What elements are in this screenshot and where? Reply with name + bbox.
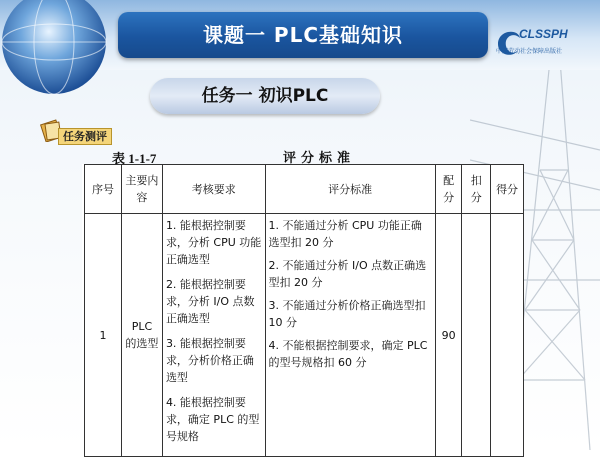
requirement-item: 2. 能根据控制要求，分析 I/O 点数正确选型 (165, 278, 255, 325)
scoring-table (84, 164, 524, 457)
row-deduct (462, 214, 491, 457)
criteria-item: 2. 不能通过分析 I/O 点数正确选型扣 20 分 (268, 259, 427, 289)
table-title: 评分标准 (283, 151, 356, 166)
row-earned (491, 214, 524, 457)
requirement-item: 1. 能根据控制要求，分析 CPU 功能正确选型 (165, 219, 262, 266)
requirement-item: 3. 能根据控制要求，分析价格正确选型 (165, 337, 254, 384)
header-cell: 序号 (85, 165, 122, 214)
header-cell: 考核要求 (162, 165, 265, 214)
row-criteria (265, 214, 435, 457)
section-badge: 任务测评 (58, 128, 112, 145)
page-title: 课题一 PLC基础知识 (202, 23, 404, 47)
row-number: 1 (85, 214, 122, 457)
publisher-name: 中国劳动社会保障出版社 (496, 48, 563, 55)
task-subtitle: 任务一 初识PLC (201, 86, 329, 106)
table-header-row (85, 165, 524, 214)
header-cell: 得分 (491, 165, 524, 214)
header-cell: 主要内容 (121, 165, 162, 214)
row-content: PLC 的选型 (121, 214, 162, 457)
requirement-item: 4. 能根据控制要求，确定 PLC 的型号规格 (165, 396, 260, 443)
header-cell: 扣分 (462, 165, 491, 214)
table-number: 表 1-1-7 (112, 151, 157, 166)
criteria-item: 3. 不能通过分析价格正确选型扣 10 分 (268, 299, 426, 329)
row-score: 90 (435, 214, 462, 457)
publisher-logo-text: CLSSPH (519, 27, 568, 41)
globe-graphic (0, 0, 122, 100)
row-requirements (162, 214, 265, 457)
table-row (85, 214, 524, 457)
header-cell: 配分 (435, 165, 462, 214)
criteria-item: 4. 不能根据控制要求，确定 PLC 的型号规格扣 60 分 (268, 339, 428, 369)
criteria-item: 1. 不能通过分析 CPU 功能正确选型扣 20 分 (268, 219, 422, 249)
header-cell: 评分标准 (265, 165, 435, 214)
